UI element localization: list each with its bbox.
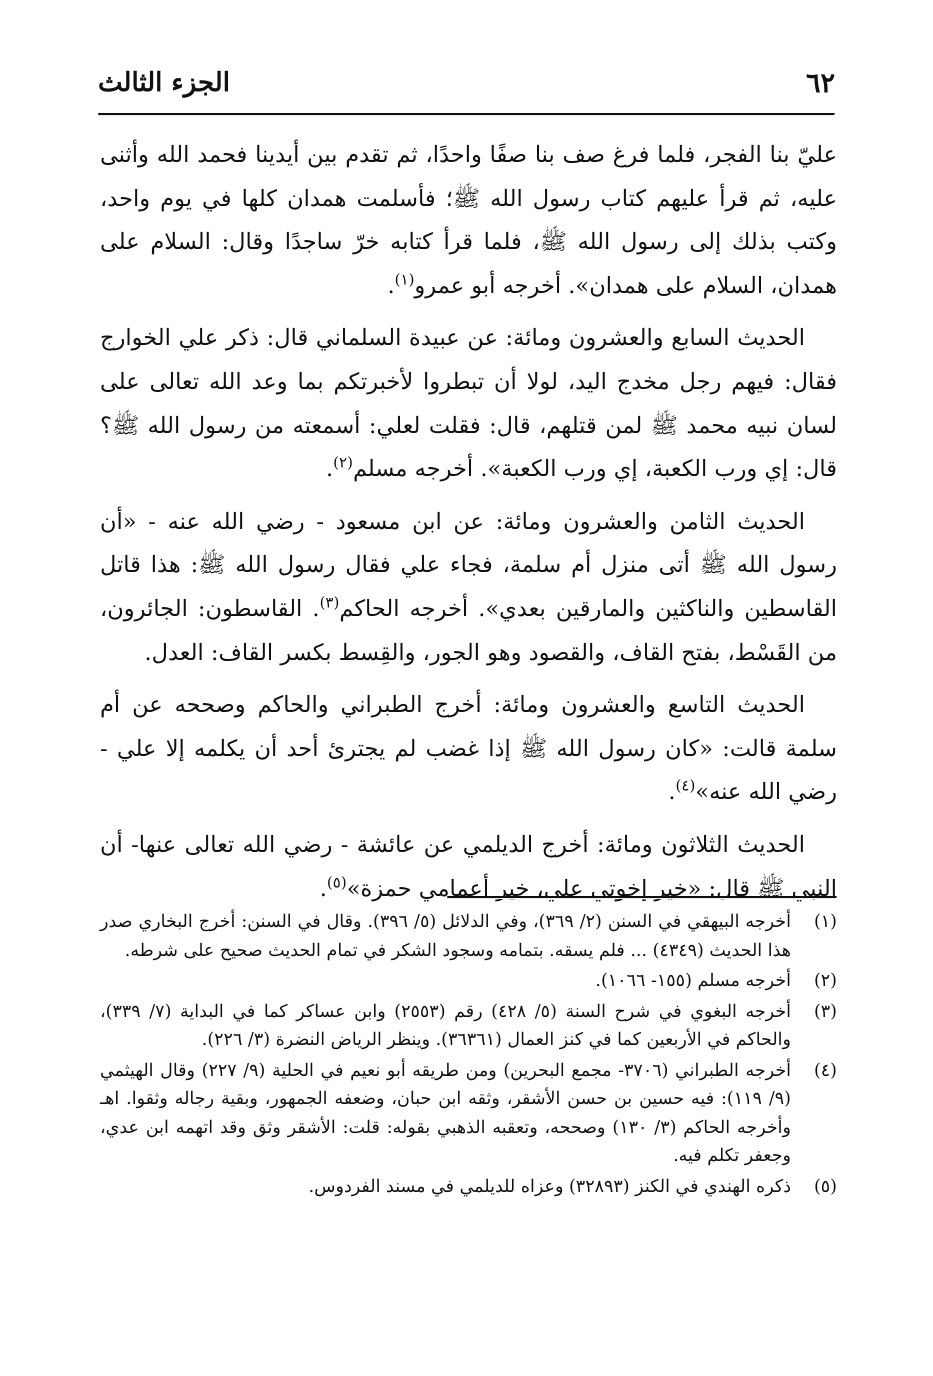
- footnote-ref: (٣): [319, 593, 340, 612]
- footnote-4: [100, 1057, 837, 1171]
- footnote-text: أخرجه الطبراني (٣٧٠٦- مجمع البحرين) ومن طريقه أبو نعيم في الحلية (٩/ ٢٢٧) وقال الهيثمي (٩/ ١١٩): فيه حسين بن حسن الأشقر، وثقه ابن حبان، وضعفه الجمهور، وبقية رجاله وثقوا. اهـ وأخرجه الحاكم (٣/ ١٣٠) وصححه، وتعقبه الذهبي بقوله: قلت: الأشقر وثق وقد اتهمه ابن عدي، وجعفر تكلم فيه.: [100, 1060, 791, 1166]
- paragraph-end: .: [326, 456, 334, 483]
- paragraph-end: .: [668, 779, 676, 806]
- footnote-ref: (١): [394, 270, 415, 289]
- paragraph-text: الحديث الثامن والعشرون ومائة: عن ابن مسعود - رضي الله عنه - «أن رسول الله ﷺ أتى منزل أم سلمة، فجاء علي فقال رسول الله ﷺ: هذا قاتل القاسطين والناكثين والمارقين بعدي». أخرجه الحاكم: [100, 508, 838, 622]
- paragraph-text: الحديث الثلاثون ومائة: أخرج الديلمي عن عائشة - رضي الله تعالى عنها- أن النبي ﷺ قال: «خير إخوتي علي، خير أعمامي حمزة»: [100, 831, 837, 902]
- footnotes: [100, 908, 837, 1203]
- footnote-text: أخرجه البيهقي في السنن (٢/ ٣٦٩)، وفي الدلائل (٥/ ٣٩٦). وقال في السنن: أخرج البخاري صدر هذا الحديث (٤٣٤٩) ... فلم يسقه. بتمامه وسجود الشكر في تمام الحديث صحيح على شرطه.: [100, 912, 791, 961]
- running-title: الجزء الثالث: [98, 68, 230, 98]
- paragraph-end: . القاسطون: الجائرون، من القَسْط، بفتح القاف، والقصود وهو الجور، والقِسط بكسر القاف: العدل.: [100, 595, 837, 666]
- footnote-ref: (٢): [333, 453, 353, 472]
- page-header: [98, 64, 835, 108]
- footnote-number: (٣): [813, 1001, 837, 1022]
- page-number: ٦٢: [805, 68, 835, 99]
- footnote-number: (٤): [813, 1060, 837, 1081]
- paragraph-hadith-129: [100, 684, 837, 815]
- footnote-number: (١): [813, 912, 837, 932]
- paragraph-end: .: [319, 875, 327, 902]
- footnote-3: [100, 998, 837, 1055]
- footnote-number: (٢): [813, 971, 837, 991]
- footnote-2: [100, 967, 837, 996]
- paragraph-text: الحديث التاسع والعشرون ومائة: أخرج الطبراني والحاكم وصححه عن أم سلمة قالت: «كان رسول الله ﷺ إذا غضب لم يجترئ أحد أن يكلمه إلا علي - رضي الله عنه»: [100, 692, 837, 806]
- footnote-1: [100, 908, 837, 965]
- footnote-number: (٥): [813, 1176, 837, 1197]
- footnote-text: أخرجه مسلم (١٥٥- ١٠٦٦).: [595, 971, 791, 991]
- footnote-5: [100, 1173, 837, 1202]
- footnote-text: ذكره الهندي في الكنز (٣٢٨٩٣) وعزاه للديلمي في مسند الفردوس.: [308, 1176, 791, 1197]
- footnote-ref: (٥): [326, 873, 347, 891]
- footnote-rule: [447, 896, 837, 899]
- paragraph-hadith-127: [100, 317, 837, 491]
- footnote-text: أخرجه البغوي في شرح السنة (٥/ ٤٢٨) رقم (٢٥٥٣) وابن عساكر كما في البداية (٧/ ٣٣٩)، والحاكم في الأربعين كما في كنز العمال (٣٦٣٦١). وينظر الرياض النضرة (٣/ ٢٢٦).: [100, 1001, 791, 1050]
- main-text: [100, 134, 837, 920]
- footnote-ref: (٤): [675, 776, 696, 795]
- paragraph-hadith-128: [100, 501, 837, 675]
- header-rule: [98, 113, 835, 116]
- paragraph-end: .: [387, 272, 395, 299]
- paragraph-text: عليّ بنا الفجر، فلما فرغ صف بنا صفًا واحدًا، ثم تقدم بين أيدينا فحمد الله وأثنى عليه، ثم قرأ عليهم كتاب رسول الله ﷺ؛ فأسلمت همدان كلها في يوم واحد، وكتب بذلك إلى رسول الله ﷺ، فلما قرأ كتابه خرّ ساجدًا وقال: السلام على همدان، السلام على همدان». أخرجه أبو عمرو: [100, 142, 837, 299]
- paragraph-text: الحديث السابع والعشرون ومائة: عن عبيدة السلماني قال: ذكر علي الخوارج فقال: فيهم رجل مخدج اليد، لولا أن تبطروا لأخبرتكم بما وعد الله تعالى على لسان نبيه محمد ﷺ لمن قتلهم، قال: فقلت لعلي: أسمعته من رسول الله ﷺ؟ قال: إي ورب الكعبة، إي ورب الكعبة». أخرجه مسلم: [100, 325, 837, 483]
- paragraph-continuation: [100, 134, 837, 308]
